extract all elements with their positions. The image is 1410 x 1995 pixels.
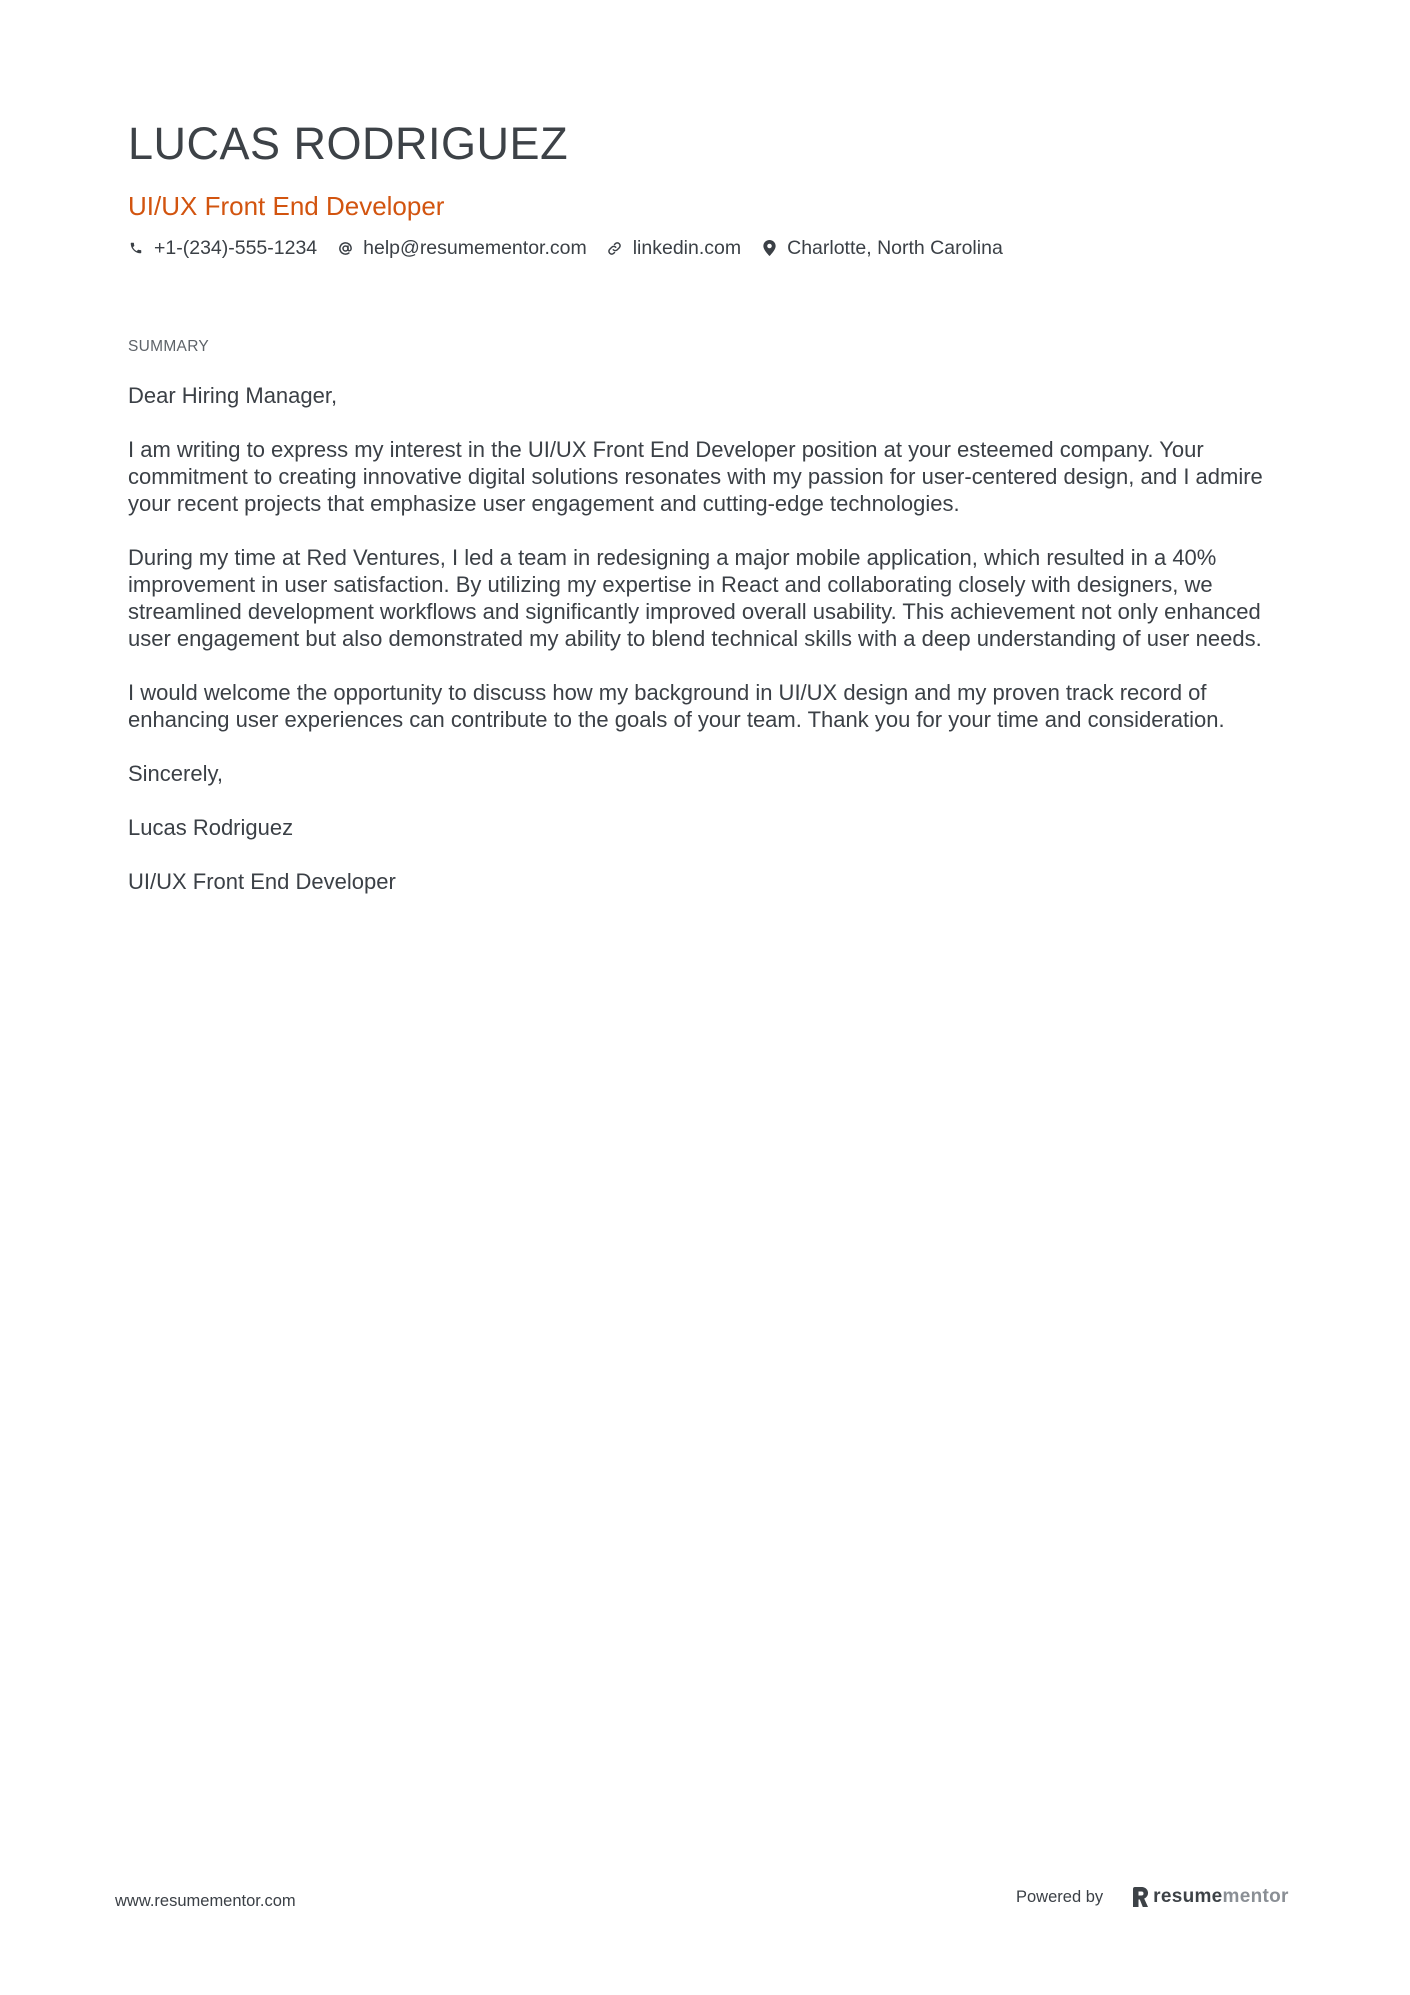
link-icon — [607, 240, 623, 256]
brand-text-resume: resume — [1153, 1886, 1223, 1907]
paragraph-3: I would welcome the opportunity to discuss how my background in UI/UX design and my proven track record of enhancing user experiences can contribute to the goals of your team. Thank you for your time and consideration. — [128, 680, 1225, 732]
contact-email-text[interactable]: help@resumementor.com — [363, 237, 587, 259]
signature-name: Lucas Rodriguez — [128, 815, 294, 840]
candidate-name: LUCAS RODRIGUEZ — [128, 118, 569, 169]
at-icon — [337, 240, 353, 256]
paragraph-1: I am writing to express my interest in the UI/UX Front End Developer position at your esteemed company. Your commitment to creating innovative digital solutions resonates with my passion for user-centered design, and I admire your recent projects that emphasize user engagement and cutting-edge technologies. — [128, 437, 1263, 516]
contact-phone-text: +1-(234)-555-1234 — [154, 237, 318, 259]
contact-website[interactable] — [607, 234, 741, 262]
contact-email[interactable] — [337, 234, 587, 262]
contact-location — [761, 234, 1003, 262]
paragraph-2: During my time at Red Ventures, I led a team in redesigning a major mobile application, which resulted in a 40% improvement in user satisfaction. By utilizing my expertise in React and collaborating closely with designers, we streamlined development workflows and significantly improved overall usability. This achievement not only enhanced user engagement but also demonstrated my ability to blend technical skills with a deep understanding of user needs. — [128, 545, 1262, 651]
header — [128, 112, 1288, 262]
signature-title: UI/UX Front End Developer — [128, 869, 396, 894]
resumementor-logo-icon — [1133, 1887, 1149, 1907]
greeting: Dear Hiring Manager, — [128, 383, 338, 408]
map-pin-icon — [761, 240, 777, 256]
brand-text-mentor: mentor — [1222, 1886, 1289, 1907]
contact-phone — [128, 234, 317, 262]
contact-location-text: Charlotte, North Carolina — [787, 237, 1003, 259]
powered-by-label: Powered by — [1016, 1887, 1104, 1906]
footer-website[interactable]: www.resumementor.com — [115, 1892, 296, 1910]
contact-bar — [128, 234, 1288, 262]
brand-logo[interactable] — [1133, 1886, 1289, 1908]
phone-icon — [128, 240, 144, 256]
contact-website-text[interactable]: linkedin.com — [632, 237, 742, 259]
section-label-summary: SUMMARY — [128, 338, 210, 355]
footer-branding — [1016, 1886, 1289, 1908]
letter-body — [128, 382, 1298, 922]
candidate-role: UI/UX Front End Developer — [128, 191, 445, 221]
closing: Sincerely, — [128, 761, 223, 786]
